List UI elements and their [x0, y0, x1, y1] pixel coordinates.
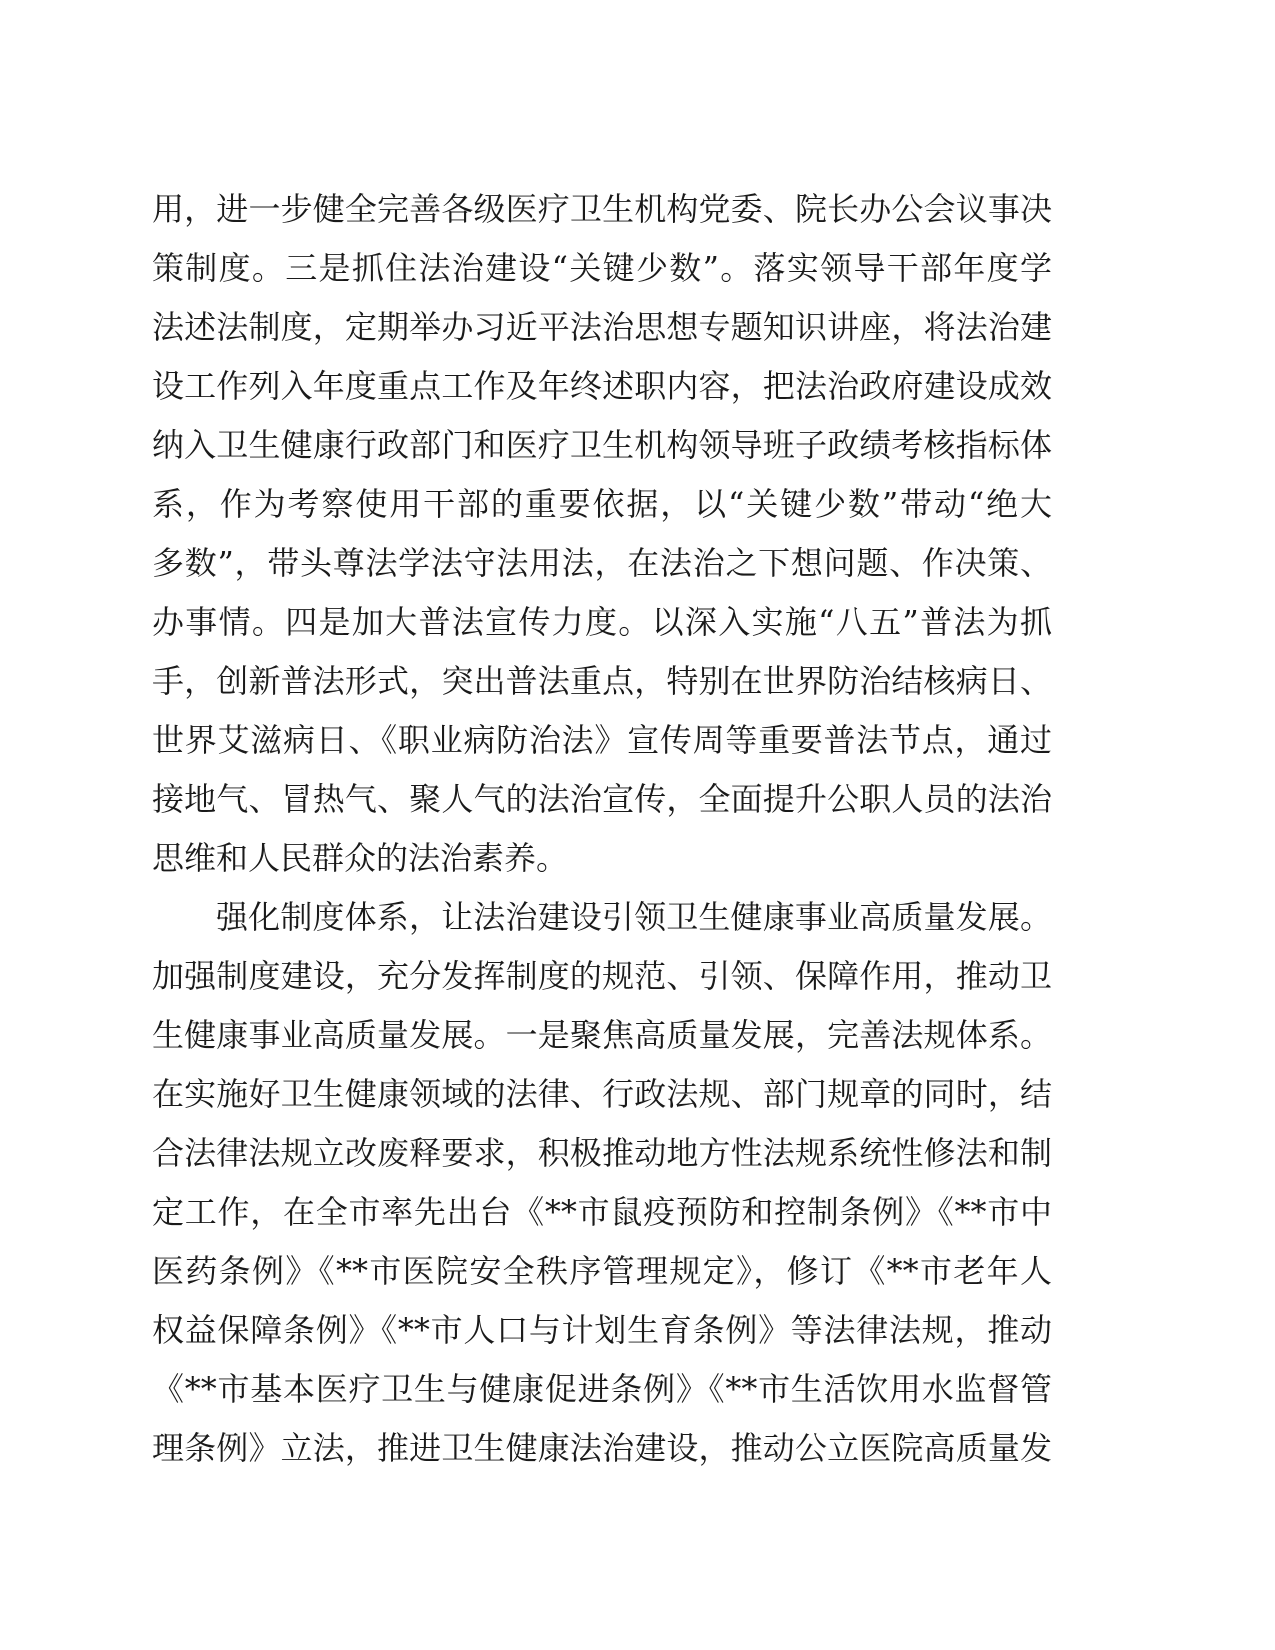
text-line: 理条例》立法，推进卫生健康法治建设，推动公立医院高质量发 — [152, 1429, 1052, 1467]
text-line: 生健康事业高质量发展。一是聚焦高质量发展，完善法规体系。 — [152, 1016, 1052, 1054]
text-line: 定工作，在全市率先出台《**市鼠疫预防和控制条例》《**市中 — [152, 1193, 1052, 1231]
paragraph-heading-line: 强化制度体系，让法治建设引领卫生健康事业高质量发展。 — [216, 898, 1052, 936]
text-line: 医药条例》《**市医院安全秩序管理规定》，修订《**市老年人 — [152, 1252, 1052, 1290]
text-line: 《**市基本医疗卫生与健康促进条例》《**市生活饮用水监督管 — [152, 1370, 1052, 1408]
text-line: 系，作为考察使用干部的重要依据，以“关键少数”带动“绝大 — [152, 485, 1052, 523]
text-line: 法述法制度，定期举办习近平法治思想专题知识讲座，将法治建 — [152, 308, 1052, 346]
text-line: 设工作列入年度重点工作及年终述职内容，把法治政府建设成效 — [152, 367, 1052, 405]
text-line: 策制度。三是抓住法治建设“关键少数”。落实领导干部年度学 — [152, 249, 1052, 287]
text-line: 加强制度建设，充分发挥制度的规范、引领、保障作用，推动卫 — [152, 957, 1052, 995]
text-line: 思维和人民群众的法治素养。 — [152, 839, 569, 877]
text-line: 纳入卫生健康行政部门和医疗卫生机构领导班子政绩考核指标体 — [152, 426, 1052, 464]
text-line: 办事情。四是加大普法宣传力度。以深入实施“八五”普法为抓 — [152, 603, 1052, 641]
text-line: 接地气、冒热气、聚人气的法治宣传，全面提升公职人员的法治 — [152, 780, 1052, 818]
text-line: 在实施好卫生健康领域的法律、行政法规、部门规章的同时，结 — [152, 1075, 1052, 1113]
text-line: 合法律法规立改废释要求，积极推动地方性法规系统性修法和制 — [152, 1134, 1052, 1172]
text-line: 用，进一步健全完善各级医疗卫生机构党委、院长办公会议事决 — [152, 190, 1052, 228]
body-text — [152, 180, 1052, 1478]
text-line: 多数”，带头尊法学法守法用法，在法治之下想问题、作决策、 — [152, 544, 1052, 582]
text-line: 手，创新普法形式，突出普法重点，特别在世界防治结核病日、 — [152, 662, 1052, 700]
text-line: 世界艾滋病日、《职业病防治法》宣传周等重要普法节点，通过 — [152, 721, 1052, 759]
text-line: 权益保障条例》《**市人口与计划生育条例》等法律法规，推动 — [152, 1311, 1052, 1349]
